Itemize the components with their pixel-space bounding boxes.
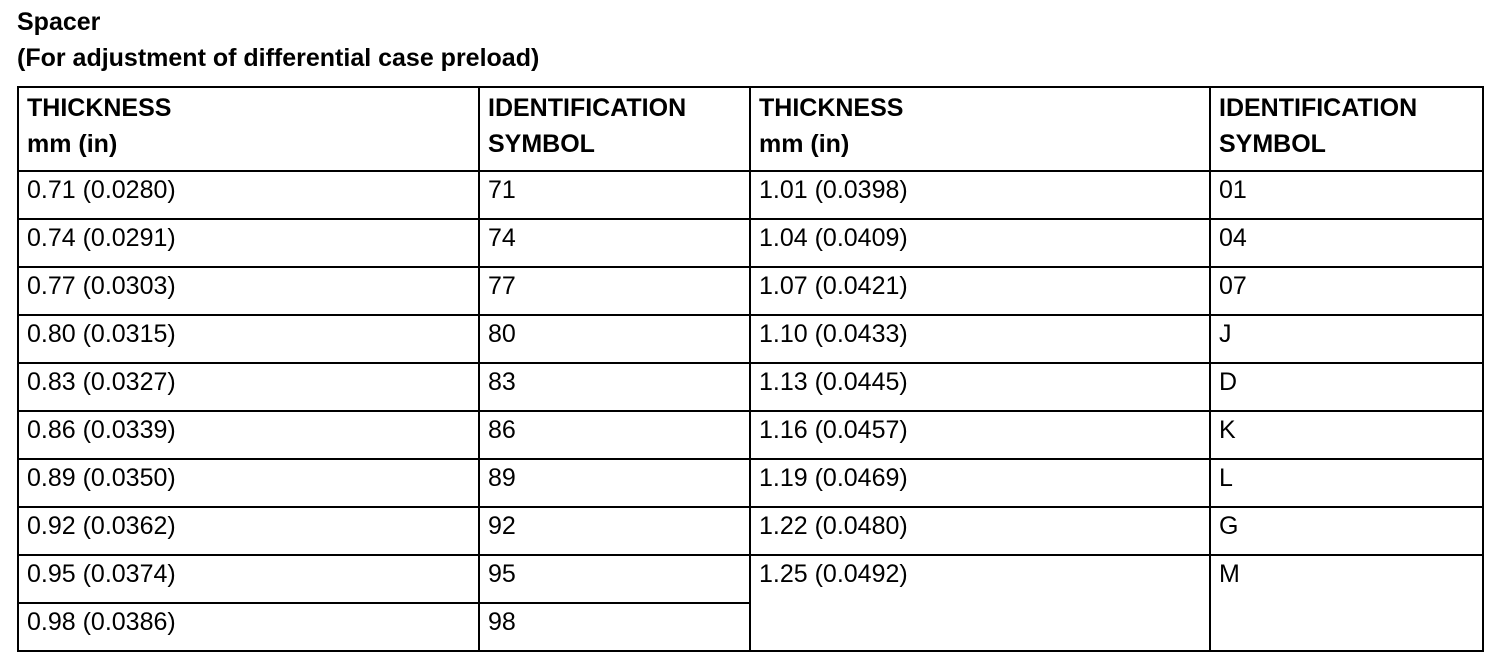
- thickness-cell-right: 1.19 (0.0469): [750, 459, 1210, 507]
- thickness-cell-right: 1.13 (0.0445): [750, 363, 1210, 411]
- table-header-row: [18, 87, 1483, 171]
- table-row: [18, 219, 1483, 267]
- header-thickness-label: THICKNESS: [759, 94, 904, 122]
- symbol-cell-left: 77: [479, 267, 750, 315]
- symbol-cell-right: G: [1210, 507, 1483, 555]
- thickness-cell-left: 0.98 (0.0386): [18, 603, 479, 651]
- table-row: [18, 459, 1483, 507]
- table-row: [18, 171, 1483, 219]
- symbol-cell-left: 89: [479, 459, 750, 507]
- header-symbol-right: [1210, 87, 1483, 171]
- table-row: [18, 507, 1483, 555]
- header-symbol-label-2: SYMBOL: [488, 130, 595, 158]
- table-row: [18, 411, 1483, 459]
- symbol-cell-left: 92: [479, 507, 750, 555]
- table-row: [18, 363, 1483, 411]
- header-thickness-left: [18, 87, 479, 171]
- table-row: [18, 267, 1483, 315]
- symbol-cell-right: 01: [1210, 171, 1483, 219]
- title-line-1: Spacer: [17, 8, 101, 36]
- document-title: [17, 4, 539, 76]
- thickness-cell-right-empty: [750, 603, 1210, 651]
- symbol-cell-right-empty: [1210, 603, 1483, 651]
- thickness-cell-left: 0.83 (0.0327): [18, 363, 479, 411]
- thickness-cell-right: 1.22 (0.0480): [750, 507, 1210, 555]
- symbol-cell-left: 83: [479, 363, 750, 411]
- thickness-cell-right: 1.01 (0.0398): [750, 171, 1210, 219]
- symbol-cell-right: D: [1210, 363, 1483, 411]
- thickness-cell-left: 0.86 (0.0339): [18, 411, 479, 459]
- thickness-cell-left: 0.92 (0.0362): [18, 507, 479, 555]
- symbol-cell-left: 95: [479, 555, 750, 603]
- thickness-cell-right: 1.25 (0.0492): [750, 555, 1210, 603]
- thickness-cell-left: 0.74 (0.0291): [18, 219, 479, 267]
- header-thickness-label: THICKNESS: [27, 94, 172, 122]
- symbol-cell-right: K: [1210, 411, 1483, 459]
- symbol-cell-left: 86: [479, 411, 750, 459]
- thickness-cell-left: 0.77 (0.0303): [18, 267, 479, 315]
- spacer-thickness-table: [17, 86, 1484, 652]
- thickness-cell-left: 0.95 (0.0374): [18, 555, 479, 603]
- header-symbol-left: [479, 87, 750, 171]
- thickness-cell-left: 0.71 (0.0280): [18, 171, 479, 219]
- symbol-cell-left: 80: [479, 315, 750, 363]
- header-thickness-unit: mm (in): [759, 130, 850, 158]
- symbol-cell-left: 74: [479, 219, 750, 267]
- thickness-cell-right: 1.07 (0.0421): [750, 267, 1210, 315]
- symbol-cell-right: 04: [1210, 219, 1483, 267]
- header-thickness-unit: mm (in): [27, 130, 118, 158]
- thickness-cell-left: 0.80 (0.0315): [18, 315, 479, 363]
- symbol-cell-left: 71: [479, 171, 750, 219]
- thickness-cell-right: 1.04 (0.0409): [750, 219, 1210, 267]
- table-row: [18, 315, 1483, 363]
- title-line-2: (For adjustment of differential case preload): [17, 44, 540, 72]
- header-symbol-label: IDENTIFICATION: [1219, 94, 1418, 122]
- thickness-cell-left: 0.89 (0.0350): [18, 459, 479, 507]
- thickness-cell-right: 1.16 (0.0457): [750, 411, 1210, 459]
- thickness-cell-right: 1.10 (0.0433): [750, 315, 1210, 363]
- symbol-cell-left: 98: [479, 603, 750, 651]
- symbol-cell-right: L: [1210, 459, 1483, 507]
- symbol-cell-right: M: [1210, 555, 1483, 603]
- header-symbol-label-2: SYMBOL: [1219, 130, 1326, 158]
- table-row: [18, 555, 1483, 603]
- header-thickness-right: [750, 87, 1210, 171]
- table-body: [18, 171, 1483, 651]
- table-row: [18, 603, 1483, 651]
- symbol-cell-right: J: [1210, 315, 1483, 363]
- symbol-cell-right: 07: [1210, 267, 1483, 315]
- header-symbol-label: IDENTIFICATION: [488, 94, 687, 122]
